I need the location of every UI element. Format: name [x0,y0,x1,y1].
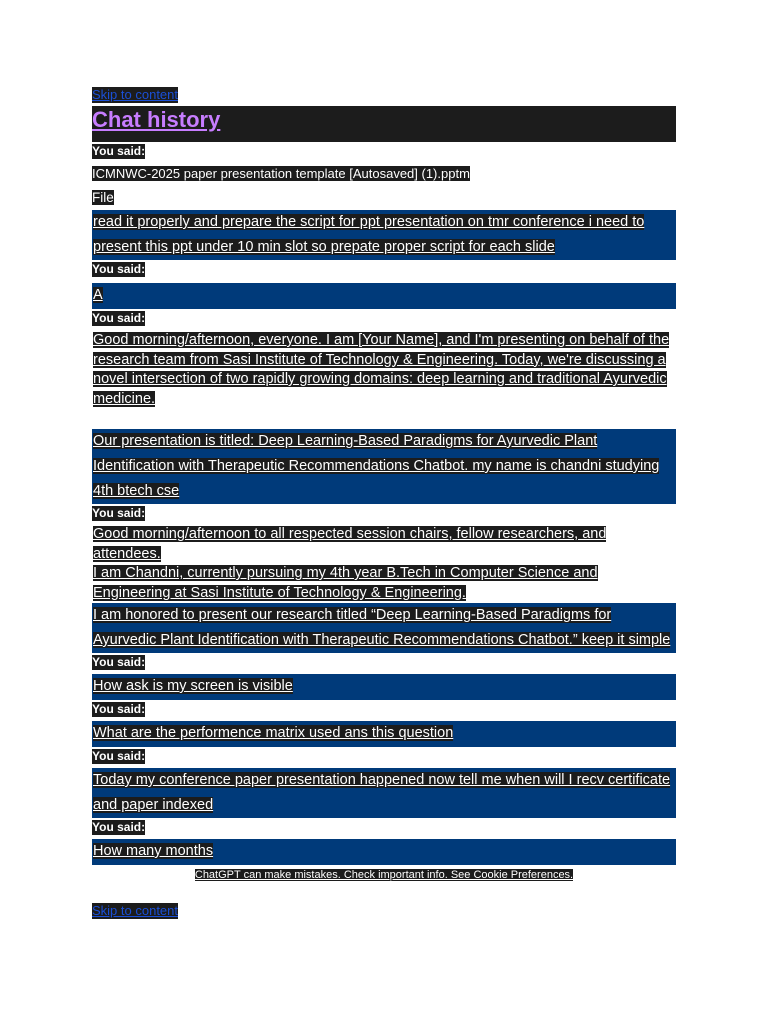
you-said-label: You said: [92,311,146,325]
disclaimer-footer: ChatGPT can make mistakes. Check important info. See Cookie Preferences. [194,869,574,881]
you-said-label: You said: [92,506,146,520]
message-1 [92,142,676,260]
message-7 [92,747,676,818]
page [92,86,676,920]
you-said-label: You said: [92,655,146,669]
message-8 [92,818,676,865]
you-said-label: You said: [92,144,146,158]
message-5 [92,653,676,700]
message-2 [92,260,676,309]
you-said-label: You said: [92,262,146,276]
quoted-text: Good morning/afternoon to all respected session chairs, fellow researchers, and attendees. [93,526,607,562]
user-message-bubble: How ask is my screen is visible [92,674,676,700]
chat-history-title[interactable]: Chat history [92,107,221,132]
you-said-label: You said: [92,749,146,763]
attachment-file-name[interactable]: ICMNWC-2025 paper presentation template [Autosaved] (1).pptm [92,166,470,181]
user-message-bubble: read it properly and prepare the script for ppt presentation on tmr conference i need to present this ppt under 10 min slot so prepate proper script for each slide [92,210,676,260]
attachment-file-type: File [92,190,114,205]
message-4 [92,504,676,653]
message-6 [92,700,676,747]
you-said-label: You said: [92,702,146,716]
user-message-bubble: Our presentation is titled: Deep Learning-Based Paradigms for Ayurvedic Plant Identification with Therapeutic Recommendations Chatbot. my name is chandni studying 4th btech cse [92,429,676,504]
user-message-bubble: How many months [92,839,676,865]
skip-to-content-link[interactable]: Skip to content [92,87,178,102]
user-message-bubble: A [92,283,676,309]
user-message-bubble: What are the performence matrix used ans this question [92,721,676,747]
user-message-bubble: I am honored to present our research titled “Deep Learning-Based Paradigms for Ayurvedic Plant Identification with Therapeutic Recommendations Chatbot.” keep it simple [92,603,676,653]
chat-history-header [92,106,676,142]
you-said-label: You said: [92,820,146,834]
message-3 [92,309,676,504]
user-message-bubble: Today my conference paper presentation happened now tell me when will I recv certificate and paper indexed [92,768,676,818]
skip-to-content-link-bottom[interactable]: Skip to content [92,903,178,918]
quoted-text: I am Chandni, currently pursuing my 4th year B.Tech in Computer Science and Engineering at Sasi Institute of Technology & Engineering. [93,565,598,601]
quoted-text: Good morning/afternoon, everyone. I am [Your Name], and I'm presenting on behalf of the research team from Sasi Institute of Technology & Engineering. Today, we're discussing a novel intersection of two rapidly growing domains: deep learning and traditional Ayurvedic medicine. [93,332,670,407]
